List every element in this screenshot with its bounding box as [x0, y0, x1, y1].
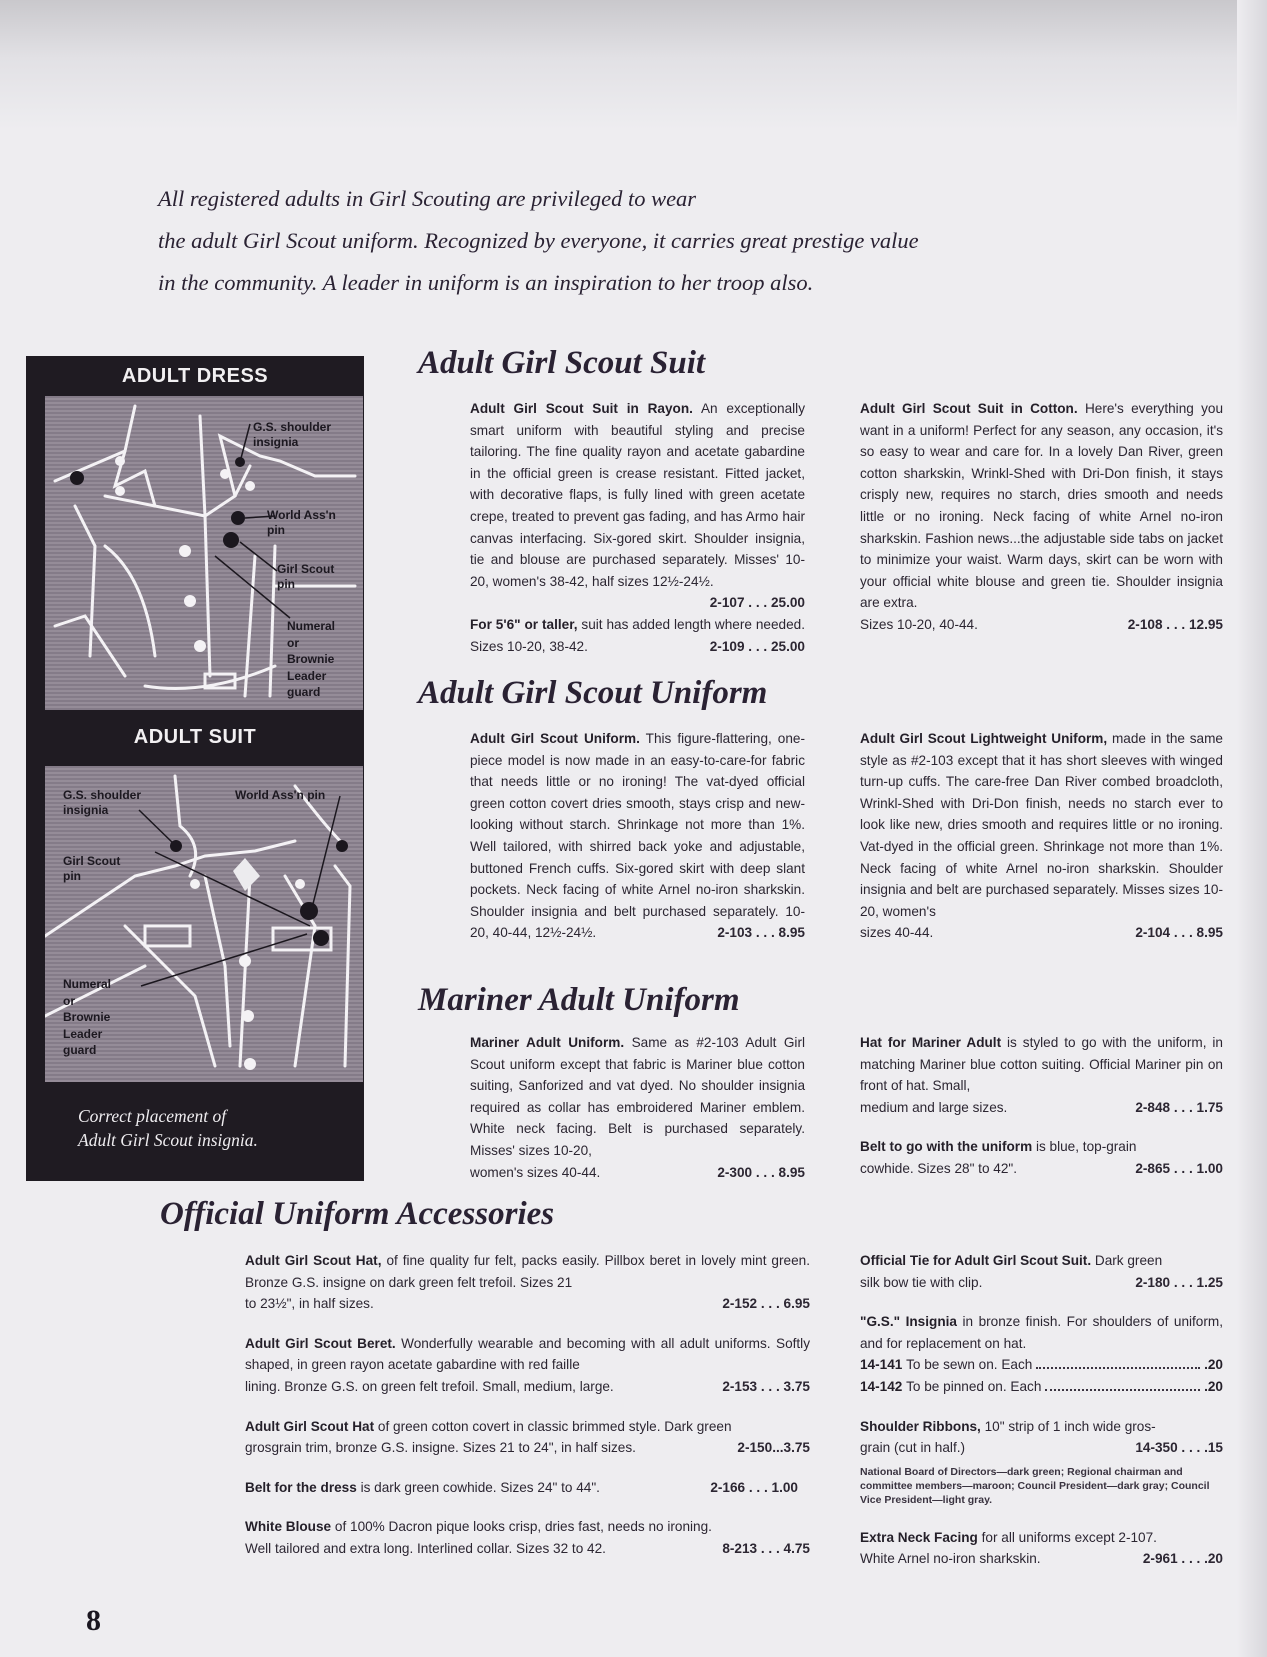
callout-line: insignia [253, 435, 299, 449]
ribbons-entry [860, 1416, 1223, 1507]
panel-caption [78, 1104, 358, 1152]
product-code: 14-142 [860, 1378, 903, 1394]
product-name: Adult Girl Scout Lightweight Uniform, [860, 731, 1108, 746]
callout-line: G.S. shoulder [63, 788, 142, 802]
product-price-line: 2-109 . . . 25.00 [709, 638, 805, 654]
product-name: Adult Girl Scout Beret. [245, 1335, 396, 1351]
product-price: 3.75 [783, 1378, 810, 1394]
product-code: 14-141 [860, 1357, 903, 1373]
product-price-line: sizes 40-44. 2-104 . . . 8.95 [860, 922, 1223, 944]
accessory-entry [245, 1250, 810, 1315]
suit-callout-girl-scout-pin [63, 854, 120, 884]
product-sizes: White Arnel no-iron sharkskin. [860, 1551, 1041, 1567]
product-code: 2-865 [1135, 1160, 1171, 1176]
mariner-accessories [860, 1032, 1223, 1198]
section-title-mariner: Mariner Adult Uniform [418, 982, 740, 1018]
product-price: 3.75 [783, 1440, 810, 1456]
product-sizes: women's sizes 40-44. [470, 1164, 601, 1180]
product-code: 2-961 [1142, 1551, 1178, 1567]
insignia-entry [860, 1311, 1223, 1397]
product-sizes: grosgrain trim, bronze G.S. insigne. Sizes 21 to 24", in half sizes. [245, 1440, 636, 1456]
callout-line: Brownie [287, 652, 335, 666]
option-label: To be sewn on. Each [906, 1357, 1033, 1373]
product-price-line: to 23½", in half sizes. 2-152 . . . 6.95 [245, 1293, 810, 1315]
accessory-entry [245, 1416, 810, 1459]
uniform-entry [470, 728, 805, 944]
product-name: Adult Girl Scout Suit in Cotton. [860, 401, 1078, 416]
adult-dress-illustration [45, 396, 363, 710]
product-description: Wonderfully wearable and becoming with all adult uniforms. Softly shaped, in green rayon acetate gabardine with red faille [245, 1335, 811, 1373]
callout-line: Brownie [63, 1010, 111, 1024]
product-sizes: silk bow tie with clip. [860, 1274, 983, 1290]
product-code: 2-180 [1135, 1274, 1171, 1290]
callout-line: pin [63, 869, 81, 883]
tie-entry [860, 1250, 1223, 1293]
suit-callout-world-pin [235, 788, 325, 803]
product-price: 8.95 [778, 925, 805, 941]
callout-line: pin [277, 577, 295, 591]
adult-suit-illustration [45, 766, 363, 1082]
product-description: Here's everything you want in a uniform! Perfect for any season, any occasion, it's so easy to wear and care for. In a lovely Dan River, green cotton sharkskin, Wrinkl-Shed with Dri-Don finish, it stays crisply new, requires no starch, dries smooth and needs little or no ironing. Neck facing of white Arnel no-iron sharkskin. Fashion news...the adjustable side tabs on jacket to minimize your waist. Warm days, skirt can be worn with your official white blouse and green tie. Shoulder insignia are extra. [860, 401, 1224, 611]
dress-callout-numeral-guard [287, 618, 335, 701]
product-sizes: lining. Bronze G.S. on green felt trefoil. Small, medium, large. [245, 1378, 614, 1394]
callout-line: guard [287, 685, 321, 699]
callout-line: Numeral [287, 619, 336, 633]
callout-line: Leader [63, 1026, 103, 1041]
page-top-shading [0, 0, 1267, 130]
ribbons-color-note: National Board of Directors—dark green; Regional chairman and committee members—maroon; Council President—dark gray; Council Vice President—light gray. [860, 1465, 1210, 1506]
callout-line: insignia [63, 803, 109, 817]
product-price-line: cowhide. Sizes 28" to 42". 2-865 . . . 1.00 [860, 1158, 1223, 1180]
product-sizes: grain (cut in half.) [860, 1440, 966, 1456]
accessory-entry [245, 1516, 810, 1559]
callout-line: Leader [287, 668, 327, 683]
mariner-belt-entry [860, 1136, 1223, 1179]
product-name: For 5'6" or taller, [470, 616, 578, 632]
dress-callout-shoulder-insignia [253, 420, 331, 450]
accessories-right-column [860, 1250, 1223, 1588]
caption-line: Correct placement of [78, 1106, 227, 1126]
product-price-line: grosgrain trim, bronze G.S. insigne. Sizes 21 to 24", in half sizes. 2-150...3.75 [245, 1437, 810, 1459]
product-name: Shoulder Ribbons, [860, 1418, 981, 1434]
product-price-line: medium and large sizes. 2-848 . . . 1.75 [860, 1097, 1223, 1119]
product-price: 4.75 [783, 1540, 810, 1556]
product-code: 8-213 [722, 1540, 758, 1556]
product-price: .20 [1204, 1551, 1223, 1567]
product-code: 2-108 [1127, 616, 1163, 632]
product-description: Dark green [1094, 1253, 1163, 1268]
product-price-line: lining. Bronze G.S. on green felt trefoil. Small, medium, large. 2-153 . . . 3.75 [245, 1376, 810, 1398]
product-price-line: silk bow tie with clip. 2-180 . . . 1.25 [860, 1272, 1223, 1294]
product-name: Belt for the dress [245, 1479, 357, 1495]
product-price-line: White Arnel no-iron sharkskin. 2-961 . . . .20 [860, 1548, 1223, 1570]
callout-line: or [63, 993, 75, 1008]
callout-line: guard [63, 1043, 97, 1057]
callout-line: Numeral [63, 977, 112, 991]
product-code: 2-153 [722, 1378, 758, 1394]
product-price: .15 [1204, 1440, 1223, 1456]
product-price-line: 2-107 . . . 25.00 [709, 595, 805, 611]
mariner-uniform-entry [470, 1032, 805, 1183]
insignia-placement-panel [26, 356, 364, 1181]
product-price: 1.75 [1196, 1099, 1223, 1115]
lightweight-uniform-entry [860, 728, 1223, 944]
intro-line: All registered adults in Girl Scouting are privileged to wear [158, 186, 697, 211]
product-sizes: to 23½", in half sizes. [245, 1296, 374, 1312]
product-price-line: 2-103 . . . 8.95 [717, 925, 805, 941]
insignia-option [860, 1376, 1223, 1398]
product-description: This figure-flattering, one-piece model is now made in an easy-to-care-for fabric that needs little or no ironing! The vat-dyed official green cotton covert dries smooth, stays crisp and new-looking without starch. Shrinkage not more than 1%. Well tailored, with shirred back yoke and adjustable, buttoned French cuffs. Six-gored skirt with deep slant pockets. Neck facing of white Arnel no-iron sharkskin. Shoulder insignia and belt purchased separately. 10-20, 40-44, 12½-24½. [470, 731, 806, 941]
section-title-uniform: Adult Girl Scout Uniform [418, 675, 768, 711]
product-price: 1.25 [1196, 1274, 1223, 1290]
product-description: of fine quality fur felt, packs easily. Pillbox beret in lovely mint green. Bronze G.S. insigne on dark green felt trefoil. Sizes 21 [245, 1253, 810, 1290]
insignia-option [860, 1354, 1223, 1376]
product-code: 2-103 [717, 925, 753, 941]
product-name: Adult Girl Scout Hat [245, 1418, 375, 1434]
callout-line: World Ass'n pin [235, 788, 326, 802]
product-price: 6.95 [783, 1296, 810, 1312]
product-description: Same as #2-103 Adult Girl Scout uniform except that fabric is Mariner blue cotton suiting, Sanforized and vat dyed. No shoulder insignia required as collar has embroidered Mariner emblem. White neck facing. Belt is purchased separately. Misses' sizes 10-20, [470, 1035, 805, 1158]
callout-line: or [287, 635, 299, 650]
product-sizes: Sizes 10-20, 40-44. [860, 616, 978, 632]
accessory-entry [245, 1477, 810, 1499]
product-sizes: is dark green cowhide. Sizes 24" to 44". [360, 1479, 600, 1495]
product-description: suit has added length where needed. Sizes 10-20, 38-42. [470, 616, 805, 654]
product-description: An exceptionally smart uniform with beautiful styling and precise tailoring. The fine quality rayon and acetate gabardine in the official green is crease resistant. Fitted jacket, with decorative flaps, is fully lined with green acetate crepe, treated to prevent gas fading, and has Armo hair canvas interfacing. Six-gored skirt. Shoulder insignia, tie and blouse are purchased separately. Misses' 10-20, women's 38-42, half sizes 12½-24½. [470, 401, 805, 589]
product-name: Adult Girl Scout Hat, [245, 1253, 382, 1268]
callout-line: pin [267, 523, 285, 537]
suit-cotton-entry [860, 398, 1223, 636]
adult-dress-heading: ADULT DRESS [121, 365, 269, 387]
dot-leader [1045, 1389, 1200, 1391]
product-description: made in the same style as #2-103 except that it has short sleeves with winged turn-up cuffs. The care-free Dan River combed broadcloth, Wrinkl-Shed with Dri-Don finish, needs no starch ever to look like new, dries smooth and requires little or no ironing. Vat-dyed in the official green. Shrinkage not more than 1%. Neck facing of white Arnel no-iron sharkskin. Shoulder insignia and belt are purchased separately. Misses sizes 10-20, women's [860, 731, 1223, 919]
product-name: Extra Neck Facing [860, 1529, 978, 1545]
product-name: Official Tie for Adult Girl Scout Suit. [860, 1253, 1092, 1268]
callout-line: Girl Scout [277, 562, 335, 576]
product-name: Adult Girl Scout Suit in Rayon. [470, 401, 693, 416]
product-description: is styled to go with the uniform, in matching Mariner blue cotton suiting. Official Mariner pin on front of hat. Small, [860, 1035, 1223, 1094]
section-title-suit: Adult Girl Scout Suit [418, 345, 706, 381]
product-code: 2-152 [722, 1296, 758, 1312]
intro-line: the adult Girl Scout uniform. Recognized by everyone, it carries great prestige value [158, 228, 919, 253]
product-code: 2-109 [709, 638, 745, 654]
neck-facing-entry [860, 1527, 1223, 1570]
product-code: 2-107 [709, 595, 745, 611]
product-price: 12.95 [1188, 616, 1223, 632]
product-price-line: Sizes 10-20, 40-44. 2-108 . . . 12.95 [860, 614, 1223, 636]
product-code: 2-848 [1135, 1099, 1171, 1115]
callout-line: Girl Scout [63, 854, 121, 868]
product-name: Adult Girl Scout Uniform. [470, 731, 640, 746]
intro-line: in the community. A leader in uniform is an inspiration to her troop also. [158, 270, 814, 295]
product-sizes: cowhide. Sizes 28" to 42". [860, 1160, 1018, 1176]
product-price: 1.00 [771, 1479, 798, 1495]
suit-rayon-entry [470, 398, 805, 657]
product-description: of green cotton covert in classic brimmed style. Dark green [377, 1418, 732, 1434]
dress-callout-world-pin [267, 508, 336, 538]
product-code: 2-150 [737, 1440, 773, 1456]
option-label: To be pinned on. Each [906, 1378, 1042, 1394]
callout-line: World Ass'n [267, 508, 336, 522]
product-description: 10" strip of 1 inch wide gros- [984, 1418, 1156, 1434]
caption-line: Adult Girl Scout insignia. [78, 1130, 258, 1150]
product-price-line: women's sizes 40-44. 2-300 . . . 8.95 [470, 1162, 805, 1184]
product-price-line: Belt for the dress is dark green cowhide. Sizes 24" to 44". 2-166 . . . 1.00 [245, 1479, 798, 1495]
product-sizes: sizes 40-44. [860, 925, 934, 941]
product-price: 8.95 [1196, 925, 1223, 941]
product-price: .20 [1204, 1378, 1223, 1394]
page-binding-edge [1237, 0, 1267, 1657]
product-description: of 100% Dacron pique looks crisp, dries fast, needs no ironing. [334, 1519, 712, 1535]
product-code: 2-166 [710, 1479, 746, 1495]
product-price: 1.00 [1196, 1160, 1223, 1176]
suit-callout-numeral-guard [63, 976, 111, 1059]
product-price: .20 [1204, 1357, 1223, 1373]
suit-callout-shoulder-insignia [63, 788, 141, 818]
product-name: Hat for Mariner Adult [860, 1035, 1002, 1050]
product-description: in bronze finish. For shoulders of uniform, and for replacement on hat. [860, 1314, 1223, 1351]
product-sizes: medium and large sizes. [860, 1099, 1008, 1115]
section-title-accessories: Official Uniform Accessories [160, 1196, 555, 1232]
intro-paragraph [158, 178, 1138, 304]
product-price-line: Well tailored and extra long. Interlined collar. Sizes 32 to 42. 8-213 . . . 4.75 [245, 1538, 810, 1560]
accessories-left-column [245, 1250, 810, 1578]
product-name: Belt to go with the uniform [860, 1139, 1033, 1155]
product-code: 2-104 [1135, 925, 1171, 941]
mariner-hat-entry [860, 1032, 1223, 1118]
product-code: 2-300 [717, 1164, 753, 1180]
product-name: White Blouse [245, 1519, 332, 1535]
adult-suit-heading: ADULT SUIT [133, 726, 257, 748]
dress-callout-girl-scout-pin [277, 562, 334, 592]
accessory-entry [245, 1333, 810, 1398]
product-name: "G.S." Insignia [860, 1314, 957, 1330]
product-code: 14-350 [1135, 1440, 1178, 1456]
product-price: 25.00 [770, 595, 805, 611]
product-description: for all uniforms except 2-107. [981, 1529, 1157, 1545]
page-number: 8 [86, 1604, 101, 1637]
product-price: 25.00 [770, 638, 805, 654]
product-name: Mariner Adult Uniform. [470, 1035, 625, 1050]
product-price-line: grain (cut in half.) 14-350 . . . .15 [860, 1437, 1223, 1459]
product-description: is blue, top-grain [1035, 1139, 1137, 1155]
product-price: 8.95 [778, 1164, 805, 1180]
dot-leader [1036, 1367, 1200, 1369]
product-sizes: Well tailored and extra long. Interlined collar. Sizes 32 to 42. [245, 1540, 606, 1556]
callout-line: G.S. shoulder [253, 420, 332, 434]
